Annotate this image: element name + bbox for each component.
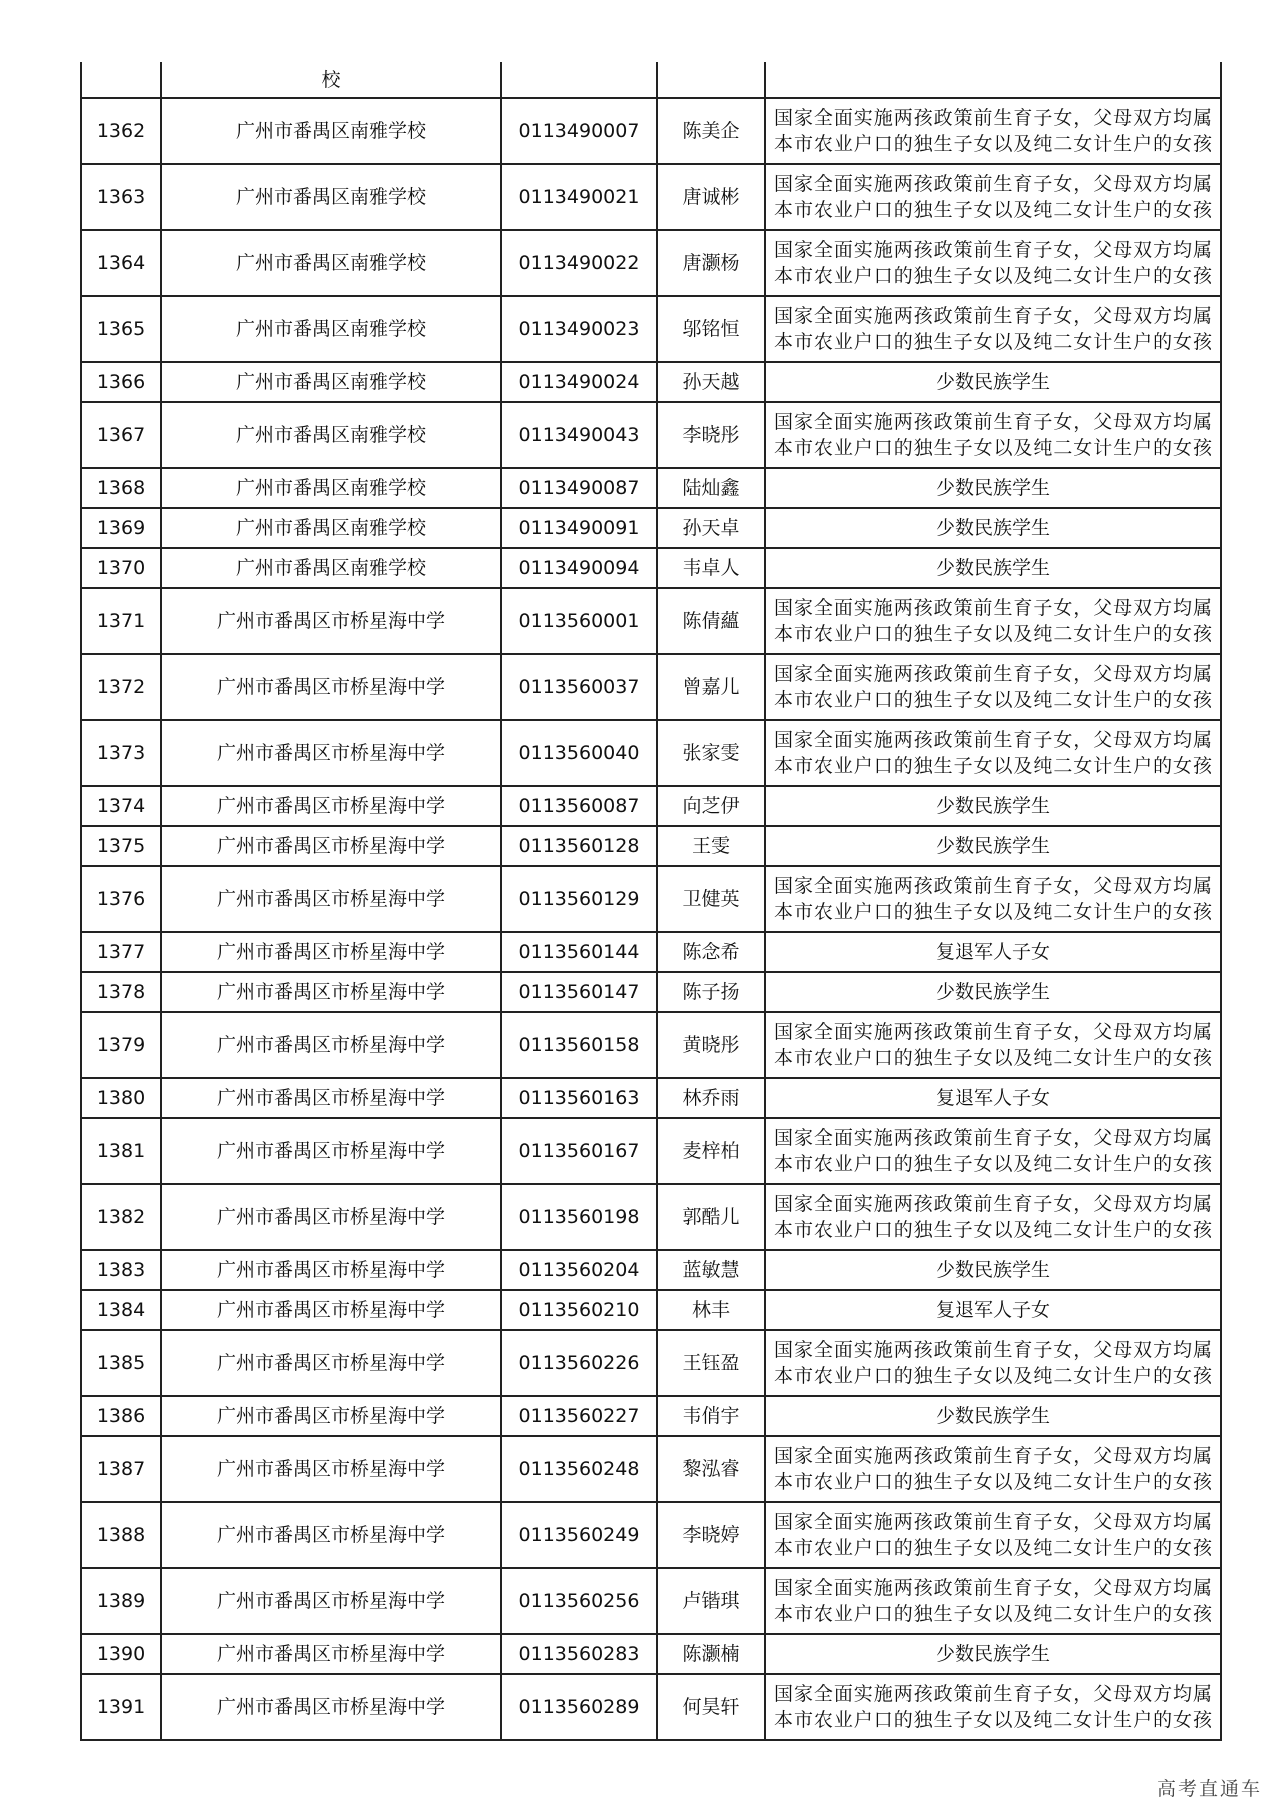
cell-no: 1381 <box>81 1118 161 1184</box>
cell-category <box>765 588 1221 654</box>
cell-id: 0113560128 <box>501 826 657 866</box>
cell-category: 少数民族学生 <box>765 972 1221 1012</box>
table-row <box>81 1012 1221 1078</box>
cell-school: 校 <box>161 62 501 98</box>
cell-category: 少数民族学生 <box>765 468 1221 508</box>
cell-category <box>765 1568 1221 1634</box>
cell-school: 广州市番禺区市桥星海中学 <box>161 1250 501 1290</box>
cell-school: 广州市番禺区市桥星海中学 <box>161 1118 501 1184</box>
admission-table <box>80 62 1222 1741</box>
table-row <box>81 98 1221 164</box>
cell-category <box>765 1012 1221 1078</box>
category-line-1: 国家全面实施两孩政策前生育子女，父母双方均属 <box>774 173 1212 195</box>
cell-no: 1379 <box>81 1012 161 1078</box>
cell-category: 少数民族学生 <box>765 548 1221 588</box>
category-line-1: 国家全面实施两孩政策前生育子女，父母双方均属 <box>774 239 1212 261</box>
category-line-1: 国家全面实施两孩政策前生育子女，父母双方均属 <box>774 1511 1212 1533</box>
category-line-2: 本市农业户口的独生子女以及纯二女计生户的女孩 <box>774 265 1212 287</box>
cell-name: 卫健英 <box>657 866 765 932</box>
table-row <box>81 1396 1221 1436</box>
category-line-1: 国家全面实施两孩政策前生育子女，父母双方均属 <box>774 663 1212 685</box>
cell-no: 1374 <box>81 786 161 826</box>
cell-id: 0113490024 <box>501 362 657 402</box>
category-line-1: 国家全面实施两孩政策前生育子女，父母双方均属 <box>774 597 1212 619</box>
table-row <box>81 402 1221 468</box>
cell-school: 广州市番禺区市桥星海中学 <box>161 654 501 720</box>
cell-name: 陈灏楠 <box>657 1634 765 1674</box>
cell-school: 广州市番禺区市桥星海中学 <box>161 1436 501 1502</box>
cell-no: 1386 <box>81 1396 161 1436</box>
cell-id: 0113490022 <box>501 230 657 296</box>
cell-school: 广州市番禺区市桥星海中学 <box>161 588 501 654</box>
cell-category <box>765 654 1221 720</box>
cell-id: 0113560163 <box>501 1078 657 1118</box>
cell-no: 1384 <box>81 1290 161 1330</box>
cell-name: 邬铭恒 <box>657 296 765 362</box>
cell-no: 1388 <box>81 1502 161 1568</box>
cell-category <box>765 1118 1221 1184</box>
cell-name: 唐灏杨 <box>657 230 765 296</box>
cell-name: 陈子扬 <box>657 972 765 1012</box>
cell-school: 广州市番禺区市桥星海中学 <box>161 1502 501 1568</box>
cell-name: 林丰 <box>657 1290 765 1330</box>
category-line-2: 本市农业户口的独生子女以及纯二女计生户的女孩 <box>774 1471 1212 1493</box>
cell-name: 黎泓睿 <box>657 1436 765 1502</box>
category-line-2: 本市农业户口的独生子女以及纯二女计生户的女孩 <box>774 1153 1212 1175</box>
cell-no: 1372 <box>81 654 161 720</box>
category-line-1: 国家全面实施两孩政策前生育子女，父母双方均属 <box>774 411 1212 433</box>
cell-id: 0113560144 <box>501 932 657 972</box>
cell-school: 广州市番禺区南雅学校 <box>161 508 501 548</box>
category-line-1: 国家全面实施两孩政策前生育子女，父母双方均属 <box>774 729 1212 751</box>
cell-no: 1378 <box>81 972 161 1012</box>
category-line-2: 本市农业户口的独生子女以及纯二女计生户的女孩 <box>774 1219 1212 1241</box>
category-line-2: 本市农业户口的独生子女以及纯二女计生户的女孩 <box>774 1603 1212 1625</box>
category-line-2: 本市农业户口的独生子女以及纯二女计生户的女孩 <box>774 1047 1212 1069</box>
cell-school: 广州市番禺区南雅学校 <box>161 362 501 402</box>
table-row <box>81 1674 1221 1740</box>
cell-school: 广州市番禺区南雅学校 <box>161 230 501 296</box>
cell-name: 卢锴琪 <box>657 1568 765 1634</box>
table-row <box>81 508 1221 548</box>
cell-id: 0113560087 <box>501 786 657 826</box>
table-row <box>81 1634 1221 1674</box>
cell-name: 曾嘉儿 <box>657 654 765 720</box>
cell-name: 陈美企 <box>657 98 765 164</box>
cell-name: 王钰盈 <box>657 1330 765 1396</box>
cell-category <box>765 230 1221 296</box>
category-line-2: 本市农业户口的独生子女以及纯二女计生户的女孩 <box>774 1709 1212 1731</box>
table-row <box>81 588 1221 654</box>
watermark: 高考直通车 <box>1156 1778 1262 1800</box>
cell-no <box>81 62 161 98</box>
cell-name: 李晓彤 <box>657 402 765 468</box>
cell-school: 广州市番禺区市桥星海中学 <box>161 932 501 972</box>
category-line-1: 国家全面实施两孩政策前生育子女，父母双方均属 <box>774 1127 1212 1149</box>
cell-school: 广州市番禺区市桥星海中学 <box>161 1290 501 1330</box>
cell-school: 广州市番禺区南雅学校 <box>161 402 501 468</box>
cell-category <box>765 62 1221 98</box>
cell-id: 0113490021 <box>501 164 657 230</box>
cell-no: 1370 <box>81 548 161 588</box>
cell-category: 复退军人子女 <box>765 1078 1221 1118</box>
cell-id: 0113560204 <box>501 1250 657 1290</box>
category-line-1: 国家全面实施两孩政策前生育子女，父母双方均属 <box>774 107 1212 129</box>
cell-no: 1391 <box>81 1674 161 1740</box>
cell-category: 少数民族学生 <box>765 826 1221 866</box>
table-row <box>81 720 1221 786</box>
table-row <box>81 1118 1221 1184</box>
cell-id: 0113560227 <box>501 1396 657 1436</box>
cell-name: 蓝敏慧 <box>657 1250 765 1290</box>
cell-name: 黄晓彤 <box>657 1012 765 1078</box>
table-row <box>81 972 1221 1012</box>
cell-no: 1371 <box>81 588 161 654</box>
cell-school: 广州市番禺区南雅学校 <box>161 98 501 164</box>
cell-no: 1387 <box>81 1436 161 1502</box>
cell-no: 1382 <box>81 1184 161 1250</box>
cell-school: 广州市番禺区南雅学校 <box>161 296 501 362</box>
cell-school: 广州市番禺区南雅学校 <box>161 468 501 508</box>
cell-category <box>765 402 1221 468</box>
cell-id: 0113490091 <box>501 508 657 548</box>
cell-category: 复退军人子女 <box>765 1290 1221 1330</box>
cell-id: 0113560001 <box>501 588 657 654</box>
cell-id: 0113560037 <box>501 654 657 720</box>
cell-category <box>765 164 1221 230</box>
category-line-1: 国家全面实施两孩政策前生育子女，父母双方均属 <box>774 875 1212 897</box>
cell-category <box>765 1330 1221 1396</box>
category-line-1: 国家全面实施两孩政策前生育子女，父母双方均属 <box>774 1193 1212 1215</box>
category-line-2: 本市农业户口的独生子女以及纯二女计生户的女孩 <box>774 437 1212 459</box>
cell-school: 广州市番禺区市桥星海中学 <box>161 1184 501 1250</box>
cell-no: 1385 <box>81 1330 161 1396</box>
cell-category: 少数民族学生 <box>765 1396 1221 1436</box>
cell-category <box>765 720 1221 786</box>
cell-name: 孙天越 <box>657 362 765 402</box>
cell-name: 陈倩蘊 <box>657 588 765 654</box>
cell-category: 少数民族学生 <box>765 1634 1221 1674</box>
table-row <box>81 164 1221 230</box>
category-line-1: 国家全面实施两孩政策前生育子女，父母双方均属 <box>774 305 1212 327</box>
cell-no: 1373 <box>81 720 161 786</box>
cell-name: 何昊轩 <box>657 1674 765 1740</box>
cell-no: 1380 <box>81 1078 161 1118</box>
cell-category <box>765 1436 1221 1502</box>
cell-school: 广州市番禺区南雅学校 <box>161 548 501 588</box>
cell-name: 唐诚彬 <box>657 164 765 230</box>
cell-school: 广州市番禺区市桥星海中学 <box>161 1568 501 1634</box>
cell-school: 广州市番禺区市桥星海中学 <box>161 1012 501 1078</box>
cell-name: 陈念希 <box>657 932 765 972</box>
table-row <box>81 654 1221 720</box>
category-line-2: 本市农业户口的独生子女以及纯二女计生户的女孩 <box>774 199 1212 221</box>
table-row <box>81 786 1221 826</box>
cell-category: 少数民族学生 <box>765 786 1221 826</box>
cell-school: 广州市番禺区市桥星海中学 <box>161 720 501 786</box>
table-row <box>81 1184 1221 1250</box>
cell-category: 少数民族学生 <box>765 1250 1221 1290</box>
cell-id: 0113560167 <box>501 1118 657 1184</box>
cell-school: 广州市番禺区市桥星海中学 <box>161 1330 501 1396</box>
table-row <box>81 468 1221 508</box>
category-line-1: 国家全面实施两孩政策前生育子女，父母双方均属 <box>774 1339 1212 1361</box>
cell-id: 0113490087 <box>501 468 657 508</box>
continuation-row <box>81 62 1221 98</box>
cell-id: 0113560210 <box>501 1290 657 1330</box>
cell-school: 广州市番禺区市桥星海中学 <box>161 826 501 866</box>
category-line-2: 本市农业户口的独生子女以及纯二女计生户的女孩 <box>774 331 1212 353</box>
cell-no: 1377 <box>81 932 161 972</box>
cell-no: 1390 <box>81 1634 161 1674</box>
table-row <box>81 1250 1221 1290</box>
cell-id: 0113560283 <box>501 1634 657 1674</box>
cell-name: 孙天卓 <box>657 508 765 548</box>
category-line-2: 本市农业户口的独生子女以及纯二女计生户的女孩 <box>774 1365 1212 1387</box>
cell-name: 李晓婷 <box>657 1502 765 1568</box>
cell-id: 0113560158 <box>501 1012 657 1078</box>
category-line-2: 本市农业户口的独生子女以及纯二女计生户的女孩 <box>774 623 1212 645</box>
cell-school: 广州市番禺区市桥星海中学 <box>161 1634 501 1674</box>
category-line-1: 国家全面实施两孩政策前生育子女，父母双方均属 <box>774 1577 1212 1599</box>
cell-id: 0113560198 <box>501 1184 657 1250</box>
cell-no: 1366 <box>81 362 161 402</box>
cell-name: 韦俏宇 <box>657 1396 765 1436</box>
cell-name <box>657 62 765 98</box>
cell-category: 少数民族学生 <box>765 508 1221 548</box>
cell-school: 广州市番禺区市桥星海中学 <box>161 786 501 826</box>
cell-id: 0113490094 <box>501 548 657 588</box>
category-line-2: 本市农业户口的独生子女以及纯二女计生户的女孩 <box>774 133 1212 155</box>
cell-no: 1363 <box>81 164 161 230</box>
cell-name: 向芝伊 <box>657 786 765 826</box>
cell-no: 1383 <box>81 1250 161 1290</box>
cell-no: 1364 <box>81 230 161 296</box>
cell-name: 张家雯 <box>657 720 765 786</box>
category-line-1: 国家全面实施两孩政策前生育子女，父母双方均属 <box>774 1683 1212 1705</box>
cell-no: 1389 <box>81 1568 161 1634</box>
cell-no: 1375 <box>81 826 161 866</box>
cell-id: 0113560129 <box>501 866 657 932</box>
cell-name: 麦梓柏 <box>657 1118 765 1184</box>
cell-category <box>765 1674 1221 1740</box>
cell-id: 0113560248 <box>501 1436 657 1502</box>
table-row <box>81 1290 1221 1330</box>
table-row <box>81 230 1221 296</box>
cell-category: 少数民族学生 <box>765 362 1221 402</box>
cell-id: 0113560256 <box>501 1568 657 1634</box>
cell-school: 广州市番禺区市桥星海中学 <box>161 1396 501 1436</box>
cell-category <box>765 296 1221 362</box>
cell-category <box>765 1184 1221 1250</box>
cell-name: 王雯 <box>657 826 765 866</box>
cell-id: 0113560289 <box>501 1674 657 1740</box>
table-row <box>81 296 1221 362</box>
table-row <box>81 1330 1221 1396</box>
cell-no: 1367 <box>81 402 161 468</box>
category-line-2: 本市农业户口的独生子女以及纯二女计生户的女孩 <box>774 755 1212 777</box>
cell-id: 0113490007 <box>501 98 657 164</box>
cell-category <box>765 1502 1221 1568</box>
category-line-2: 本市农业户口的独生子女以及纯二女计生户的女孩 <box>774 1537 1212 1559</box>
cell-category: 复退军人子女 <box>765 932 1221 972</box>
table-row <box>81 1568 1221 1634</box>
cell-name: 陆灿鑫 <box>657 468 765 508</box>
cell-school: 广州市番禺区市桥星海中学 <box>161 1674 501 1740</box>
cell-no: 1365 <box>81 296 161 362</box>
category-line-2: 本市农业户口的独生子女以及纯二女计生户的女孩 <box>774 689 1212 711</box>
table-row <box>81 548 1221 588</box>
category-line-1: 国家全面实施两孩政策前生育子女，父母双方均属 <box>774 1445 1212 1467</box>
cell-school: 广州市番禺区市桥星海中学 <box>161 972 501 1012</box>
table-row <box>81 362 1221 402</box>
cell-school: 广州市番禺区南雅学校 <box>161 164 501 230</box>
cell-id: 0113490043 <box>501 402 657 468</box>
cell-id: 0113560040 <box>501 720 657 786</box>
cell-school: 广州市番禺区市桥星海中学 <box>161 866 501 932</box>
cell-id: 0113560226 <box>501 1330 657 1396</box>
table-row <box>81 1436 1221 1502</box>
cell-no: 1369 <box>81 508 161 548</box>
cell-id: 0113560147 <box>501 972 657 1012</box>
cell-no: 1362 <box>81 98 161 164</box>
cell-name: 林乔雨 <box>657 1078 765 1118</box>
table-row <box>81 1078 1221 1118</box>
cell-id <box>501 62 657 98</box>
table-row <box>81 1502 1221 1568</box>
cell-no: 1368 <box>81 468 161 508</box>
table-row <box>81 826 1221 866</box>
cell-school: 广州市番禺区市桥星海中学 <box>161 1078 501 1118</box>
category-line-1: 国家全面实施两孩政策前生育子女，父母双方均属 <box>774 1021 1212 1043</box>
cell-no: 1376 <box>81 866 161 932</box>
cell-id: 0113560249 <box>501 1502 657 1568</box>
cell-name: 郭酷儿 <box>657 1184 765 1250</box>
cell-category <box>765 866 1221 932</box>
cell-name: 韦卓人 <box>657 548 765 588</box>
category-line-2: 本市农业户口的独生子女以及纯二女计生户的女孩 <box>774 901 1212 923</box>
cell-category <box>765 98 1221 164</box>
table-row <box>81 866 1221 932</box>
cell-id: 0113490023 <box>501 296 657 362</box>
table-row <box>81 932 1221 972</box>
